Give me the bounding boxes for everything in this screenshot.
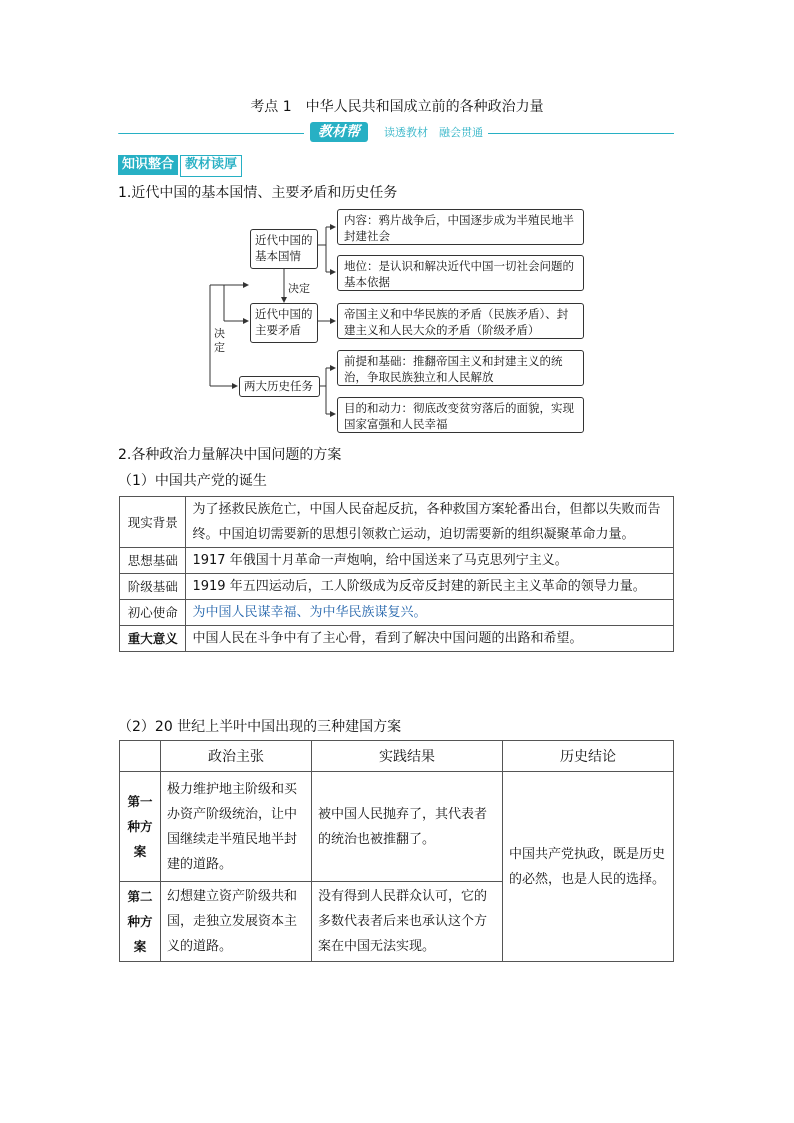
row-value: 为了拯救民族危亡，中国人民奋起反抗，各种救国方案轮番出台，但都以失败而告终。中国迫切需要新的思想引领救亡运动，迫切需要新的组织凝聚革命力量。	[186, 497, 674, 548]
table2-header: 实践结果	[312, 741, 503, 772]
table2-header-row	[120, 741, 674, 772]
tag-zhishi: 知识整合	[118, 155, 178, 175]
node-renwu: 两大历史任务	[239, 376, 320, 397]
row-value: 中国人民在斗争中有了主心骨，看到了解决中国问题的出路和希望。	[186, 626, 674, 652]
box-mudi: 目的和动力：彻底改变贫穷落后的面貌，实现国家富强和人民幸福	[337, 397, 584, 433]
band-subtitle: 读透教材 融会贯通	[380, 124, 487, 140]
node-guoqing: 近代中国的基本国情	[250, 229, 318, 269]
box-maodun-content: 帝国主义和中华民族的矛盾（民族矛盾）、封建主义和人民大众的矛盾（阶级矛盾）	[337, 303, 584, 339]
table-three-plans	[119, 740, 674, 962]
table2-header: 政治主张	[161, 741, 312, 772]
table2-header: 历史结论	[503, 741, 674, 772]
table-row	[120, 497, 674, 548]
box-qianti: 前提和基础：推翻帝国主义和封建主义的统治，争取民族独立和人民解放	[337, 350, 584, 386]
page-title: 考点 1 中华人民共和国成立前的各种政治力量	[250, 99, 544, 115]
band-line-right	[488, 133, 674, 134]
row-value: 1919 年五四运动后，工人阶级成为反帝反封建的新民主主义革命的领导力量。	[186, 574, 674, 600]
row-key: 初心使命	[120, 600, 186, 626]
table2-header	[120, 741, 161, 772]
row-value: 为中国人民谋幸福、为中华民族谋复兴。	[186, 600, 674, 626]
plan-zhuzhang: 极力维护地主阶级和买办资产阶级统治，让中国继续走半殖民地半封建的道路。	[161, 772, 312, 882]
table-row	[120, 548, 674, 574]
section1-heading: 1.近代中国的基本国情、主要矛盾和历史任务	[118, 185, 398, 201]
plan-label: 第二种方案	[120, 882, 161, 962]
node-maodun: 近代中国的主要矛盾	[250, 303, 318, 343]
table-row	[120, 772, 674, 882]
sub2-heading: （2）20 世纪上半叶中国出现的三种建国方案	[118, 719, 402, 735]
box-diwei: 地位：是认识和解决近代中国一切社会问题的基本依据	[337, 255, 584, 291]
table-row	[120, 574, 674, 600]
plan-jieguo: 被中国人民抛弃了，其代表者的统治也被推翻了。	[312, 772, 503, 882]
row-key: 现实背景	[120, 497, 186, 548]
tag-row	[118, 155, 242, 175]
table-row	[120, 600, 674, 626]
plan-zhuzhang: 幻想建立资产阶级共和国，走独立发展资本主义的道路。	[161, 882, 312, 962]
row-key: 思想基础	[120, 548, 186, 574]
label-jueding-2: 决定	[214, 327, 225, 354]
tag-jiaocai: 教材读厚	[180, 155, 242, 177]
box-neirong: 内容：鸦片战争后，中国逐步成为半殖民地半封建社会	[337, 209, 584, 245]
row-value: 1917 年俄国十月革命一声炮响，给中国送来了马克思列宁主义。	[186, 548, 674, 574]
table-row	[120, 626, 674, 652]
table-party-birth	[119, 496, 674, 652]
sub1-heading: （1）中国共产党的诞生	[118, 473, 267, 489]
row-key: 重大意义	[120, 626, 186, 652]
plan-label: 第一种方案	[120, 772, 161, 882]
band-line-left	[118, 133, 304, 134]
row-key: 阶级基础	[120, 574, 186, 600]
label-jueding-1: 决定	[288, 282, 310, 295]
band-badge: 教材帮	[310, 122, 368, 142]
plan-jieguo: 没有得到人民群众认可，它的多数代表者后来也承认这个方案在中国无法实现。	[312, 882, 503, 962]
section-band	[118, 122, 674, 144]
section2-heading: 2.各种政治力量解决中国问题的方案	[118, 447, 342, 463]
plan-conclusion: 中国共产党执政，既是历史的必然，也是人民的选择。	[503, 772, 674, 962]
